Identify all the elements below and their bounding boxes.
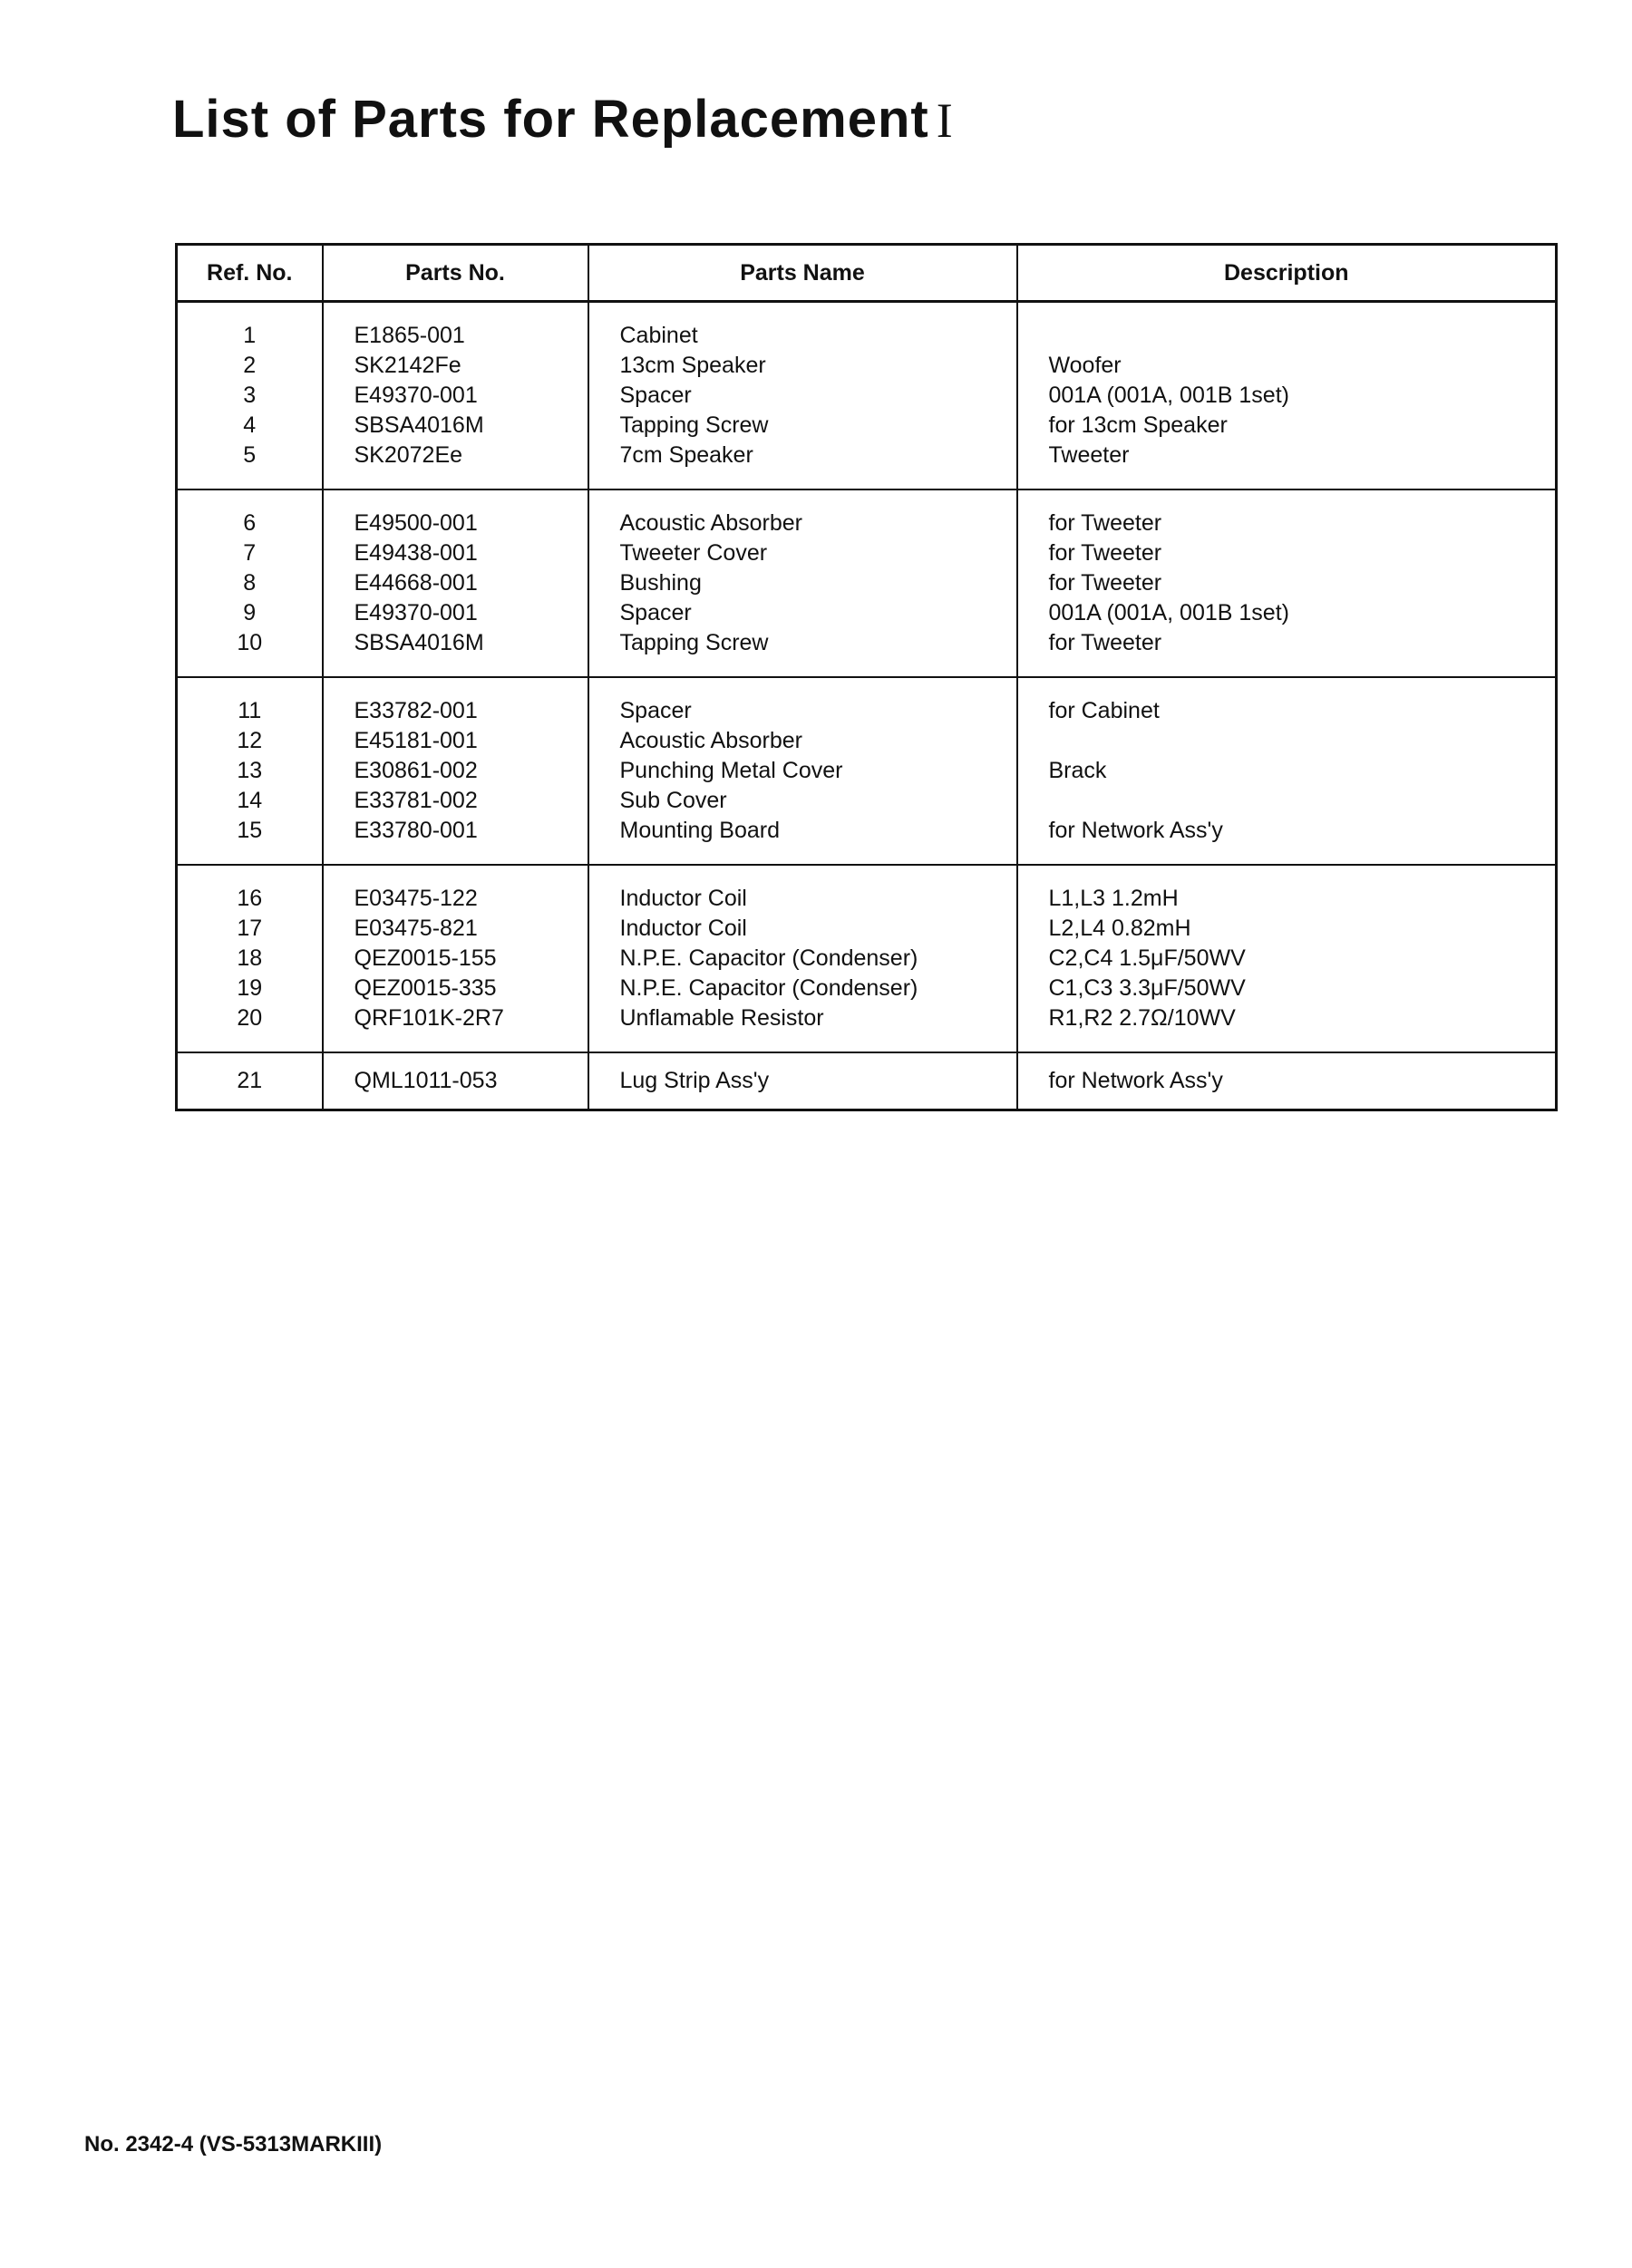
- parts-name-cell: Punching Metal Cover: [588, 756, 1017, 786]
- table-header-row: [177, 245, 1557, 302]
- document-footer: No. 2342-4 (VS-5313MARKIII): [84, 2132, 383, 2157]
- page-title: [172, 89, 954, 150]
- ref-no-cell: 17: [177, 914, 323, 944]
- table-row: [177, 302, 1557, 352]
- page-title-roman-numeral: I: [936, 93, 954, 148]
- description-cell: for 13cm Speaker: [1017, 411, 1557, 441]
- header-description: Description: [1017, 245, 1557, 302]
- parts-name-cell: Lug Strip Ass'y: [588, 1052, 1017, 1110]
- table-row: [177, 816, 1557, 865]
- table-row: [177, 489, 1557, 538]
- description-cell: for Tweeter: [1017, 489, 1557, 538]
- parts-name-cell: Unflamable Resistor: [588, 1003, 1017, 1052]
- ref-no-cell: 2: [177, 351, 323, 381]
- description-cell: C1,C3 3.3μF/50WV: [1017, 974, 1557, 1003]
- description-cell: for Tweeter: [1017, 538, 1557, 568]
- table-row: [177, 726, 1557, 756]
- parts-name-cell: Spacer: [588, 598, 1017, 628]
- table-row: [177, 914, 1557, 944]
- ref-no-cell: 15: [177, 816, 323, 865]
- ref-no-cell: 16: [177, 865, 323, 914]
- parts-no-cell: QML1011-053: [323, 1052, 588, 1110]
- table-row: [177, 865, 1557, 914]
- table-row: [177, 756, 1557, 786]
- parts-no-cell: E03475-122: [323, 865, 588, 914]
- parts-name-cell: Tapping Screw: [588, 628, 1017, 677]
- description-cell: for Cabinet: [1017, 677, 1557, 726]
- ref-no-cell: 3: [177, 381, 323, 411]
- table-row: [177, 568, 1557, 598]
- ref-no-cell: 18: [177, 944, 323, 974]
- parts-no-cell: E33780-001: [323, 816, 588, 865]
- header-ref-no: Ref. No.: [177, 245, 323, 302]
- description-cell: Woofer: [1017, 351, 1557, 381]
- ref-no-cell: 5: [177, 441, 323, 489]
- table-row: [177, 677, 1557, 726]
- parts-no-cell: QRF101K-2R7: [323, 1003, 588, 1052]
- ref-no-cell: 4: [177, 411, 323, 441]
- ref-no-cell: 13: [177, 756, 323, 786]
- parts-table: [175, 243, 1558, 1111]
- description-cell: [1017, 302, 1557, 352]
- parts-no-cell: E49370-001: [323, 381, 588, 411]
- parts-name-cell: N.P.E. Capacitor (Condenser): [588, 974, 1017, 1003]
- parts-no-cell: QEZ0015-335: [323, 974, 588, 1003]
- table-row: [177, 944, 1557, 974]
- ref-no-cell: 9: [177, 598, 323, 628]
- ref-no-cell: 1: [177, 302, 323, 352]
- table-row: [177, 598, 1557, 628]
- description-cell: L1,L3 1.2mH: [1017, 865, 1557, 914]
- description-cell: for Network Ass'y: [1017, 816, 1557, 865]
- parts-no-cell: E33782-001: [323, 677, 588, 726]
- ref-no-cell: 8: [177, 568, 323, 598]
- parts-no-cell: SBSA4016M: [323, 628, 588, 677]
- parts-name-cell: Mounting Board: [588, 816, 1017, 865]
- ref-no-cell: 20: [177, 1003, 323, 1052]
- parts-name-cell: Inductor Coil: [588, 914, 1017, 944]
- ref-no-cell: 14: [177, 786, 323, 816]
- parts-name-cell: Sub Cover: [588, 786, 1017, 816]
- ref-no-cell: 19: [177, 974, 323, 1003]
- table-row: [177, 381, 1557, 411]
- parts-no-cell: E1865-001: [323, 302, 588, 352]
- ref-no-cell: 10: [177, 628, 323, 677]
- description-cell: [1017, 786, 1557, 816]
- description-cell: 001A (001A, 001B 1set): [1017, 381, 1557, 411]
- parts-no-cell: E49370-001: [323, 598, 588, 628]
- table-row: [177, 538, 1557, 568]
- parts-name-cell: Cabinet: [588, 302, 1017, 352]
- table-row: [177, 628, 1557, 677]
- parts-name-cell: N.P.E. Capacitor (Condenser): [588, 944, 1017, 974]
- table-row: [177, 441, 1557, 489]
- description-cell: C2,C4 1.5μF/50WV: [1017, 944, 1557, 974]
- description-cell: 001A (001A, 001B 1set): [1017, 598, 1557, 628]
- parts-name-cell: 7cm Speaker: [588, 441, 1017, 489]
- table-row: [177, 786, 1557, 816]
- ref-no-cell: 12: [177, 726, 323, 756]
- parts-no-cell: SBSA4016M: [323, 411, 588, 441]
- parts-no-cell: QEZ0015-155: [323, 944, 588, 974]
- ref-no-cell: 21: [177, 1052, 323, 1110]
- parts-no-cell: E30861-002: [323, 756, 588, 786]
- header-parts-no: Parts No.: [323, 245, 588, 302]
- description-cell: [1017, 726, 1557, 756]
- parts-name-cell: Acoustic Absorber: [588, 726, 1017, 756]
- description-cell: for Tweeter: [1017, 628, 1557, 677]
- description-cell: L2,L4 0.82mH: [1017, 914, 1557, 944]
- parts-no-cell: E45181-001: [323, 726, 588, 756]
- ref-no-cell: 7: [177, 538, 323, 568]
- description-cell: Tweeter: [1017, 441, 1557, 489]
- parts-no-cell: SK2142Fe: [323, 351, 588, 381]
- header-parts-name: Parts Name: [588, 245, 1017, 302]
- parts-name-cell: 13cm Speaker: [588, 351, 1017, 381]
- parts-table-body: [177, 302, 1557, 1110]
- table-row: [177, 1052, 1557, 1110]
- ref-no-cell: 6: [177, 489, 323, 538]
- description-cell: for Tweeter: [1017, 568, 1557, 598]
- parts-no-cell: E33781-002: [323, 786, 588, 816]
- parts-name-cell: Tweeter Cover: [588, 538, 1017, 568]
- parts-name-cell: Tapping Screw: [588, 411, 1017, 441]
- parts-no-cell: E44668-001: [323, 568, 588, 598]
- parts-name-cell: Spacer: [588, 381, 1017, 411]
- page-title-text: List of Parts for Replacement: [172, 90, 929, 149]
- parts-no-cell: E03475-821: [323, 914, 588, 944]
- parts-name-cell: Inductor Coil: [588, 865, 1017, 914]
- ref-no-cell: 11: [177, 677, 323, 726]
- parts-name-cell: Acoustic Absorber: [588, 489, 1017, 538]
- parts-name-cell: Bushing: [588, 568, 1017, 598]
- parts-no-cell: E49438-001: [323, 538, 588, 568]
- parts-no-cell: E49500-001: [323, 489, 588, 538]
- description-cell: R1,R2 2.7Ω/10WV: [1017, 1003, 1557, 1052]
- description-cell: for Network Ass'y: [1017, 1052, 1557, 1110]
- description-cell: Brack: [1017, 756, 1557, 786]
- table-row: [177, 411, 1557, 441]
- table-row: [177, 1003, 1557, 1052]
- table-row: [177, 351, 1557, 381]
- parts-name-cell: Spacer: [588, 677, 1017, 726]
- parts-no-cell: SK2072Ee: [323, 441, 588, 489]
- table-row: [177, 974, 1557, 1003]
